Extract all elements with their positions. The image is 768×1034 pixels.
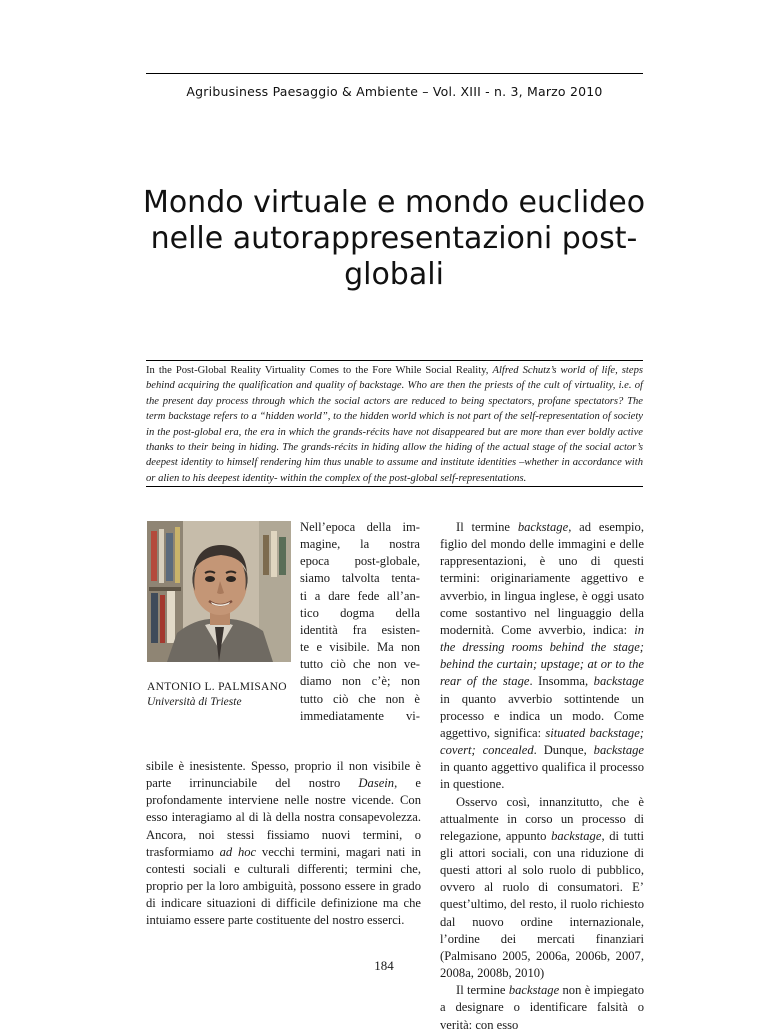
text-run: , ad esempio, figlio del mondo delle immagini e delle rappresentazioni, è uno di questi termini: originariamente aggettivo e avverbio, in lingua inglese, è oggi usato come sostantivo nel linguaggio della modernità. Come avverbio, indica:: [440, 520, 644, 637]
abstract-lead: In the Post-Global Reality Virtuality Comes to the Fore While Social Reality,: [146, 365, 489, 376]
left-text-a: sibile è inesistente. Spesso, proprio il non visibile è parte irrinunciabile del nostro: [146, 759, 421, 791]
text-run: in quanto avverbio sottintende un processo e indica un modo. Come aggettivo, significa:: [440, 691, 644, 740]
author-block: [147, 680, 297, 710]
intro-line: magine, la nostra: [300, 537, 420, 552]
ad-hoc-term: ad hoc: [219, 844, 257, 859]
right-paragraph-3: [440, 982, 644, 1033]
intro-line: tutto ciò che non è: [300, 691, 420, 706]
text-run: Il termine: [456, 520, 518, 534]
article-title: [110, 185, 678, 293]
backstage-term: backstage: [508, 983, 560, 998]
intro-line: Nell’epoca della im-: [300, 520, 420, 534]
text-run: . Dunque,: [533, 743, 594, 758]
text-run: , di tutti gli attori sociali, con una riduzione di questi attori al solo ruolo di pubblico, ovvero al ruolo di consumatori. E’ quest’ultimo, del resto, il ruolo richiesto dal nuovo ordine internazionale, l’ordine dei mercati finanziari (Palmisano 2005, 2006a, 2006b, 2007, 2008a, 2008b, 2010): [440, 828, 644, 981]
abstract-rule-top: [146, 360, 643, 361]
backstage-term: backstage: [593, 743, 644, 758]
title-line-1: Mondo virtuale e mondo euclideo: [142, 185, 646, 220]
text-run: . Insomma,: [529, 674, 594, 689]
title-line-2: nelle autorappresentazioni post-globali: [150, 221, 638, 292]
intro-line: ti a dare fede all’an-: [300, 588, 420, 603]
intro-line: immediatamente vi-: [300, 708, 420, 723]
intro-line: diamo non c’è; non: [300, 674, 420, 689]
intro-line: epoca post-globale,: [300, 554, 420, 569]
adjective-definition: situated backstage; covert; concealed: [440, 725, 644, 758]
text-run: in quanto aggettivo qualifica il processo in questione.: [440, 760, 644, 792]
abstract-rule-bottom: [146, 486, 643, 487]
dasein-term: Dasein: [358, 776, 395, 791]
left-column-text: [146, 758, 421, 930]
intro-line: tutto ciò che non ve-: [300, 657, 420, 672]
intro-column: [300, 519, 420, 725]
right-paragraph-2: [440, 794, 644, 983]
intro-line: tico dogma della: [300, 605, 420, 620]
right-column: [440, 519, 644, 1034]
text-run: Osservo così, innanzitutto, che è attualmente in corso un processo di relegazione, appunto: [440, 794, 644, 843]
page-number: 184: [374, 958, 394, 973]
text-run: non è impiegato a designare o identificare falsità o verità: con esso: [440, 983, 644, 1032]
right-paragraph-1: [440, 519, 644, 794]
intro-line: siamo talvolta tenta-: [300, 571, 420, 586]
header-rule: [146, 73, 643, 74]
text-run: Il termine: [456, 983, 509, 998]
author-name: ANTONIO L. PALMISANO: [147, 681, 287, 693]
abstract: [146, 363, 643, 486]
author-photo: [147, 521, 291, 662]
abstract-body: Alfred Schutz’s world of life, steps behind acquiring the qualification and quality of backstage. Who are then the priests of the cult of virtuality, i.e. of the present day process through which the social actors are reduced to being spectators, profane spectators? The term backstage refers to a “hidden world”, to the hidden world which is not part of the self-representation of society in the post-global era, the era in which the grands-récits have not disappeared but are more than ever boldly active thanks to their being in hiding. The grands-récits in hiding allow the hiding of the actual stage of the social actor’s deepest identity to himself rendering him thus unable to assume and institute identities –whether in accordance with or alien to his deepest identity- within the complex of the post-global self-representations.: [146, 365, 643, 484]
left-text-c: vecchi termini, magari nati in contesti sociali e culturali differenti; termini che, proprio per la loro ambiguità, possono essere in grado di indicare situazioni di difficile definizione ma che intuiamo essere parte costituente del nostro esserci.: [146, 844, 421, 928]
author-affiliation: Università di Trieste: [147, 696, 242, 708]
adverb-definition: in the dressing rooms behind the stage; behind the curtain; upstage; at or to the rear of the stage: [440, 622, 644, 689]
backstage-term: backstage: [551, 828, 602, 843]
left-text-b: , e profondamente interviene nelle nostre vicende. Con esso interagiamo al di là della nostra consapevolezza. Ancora, noi stessi fissiamo nuovi termini, o trasformiamo: [146, 776, 421, 859]
backstage-term: backstage: [517, 520, 569, 534]
backstage-term: backstage: [593, 674, 645, 689]
intro-line: te e visibile. Ma non: [300, 640, 420, 655]
intro-line: identità fra esisten-: [300, 622, 420, 637]
journal-header: Agribusiness Paesaggio & Ambiente – Vol. XIII - n. 3, Marzo 2010: [186, 84, 603, 99]
